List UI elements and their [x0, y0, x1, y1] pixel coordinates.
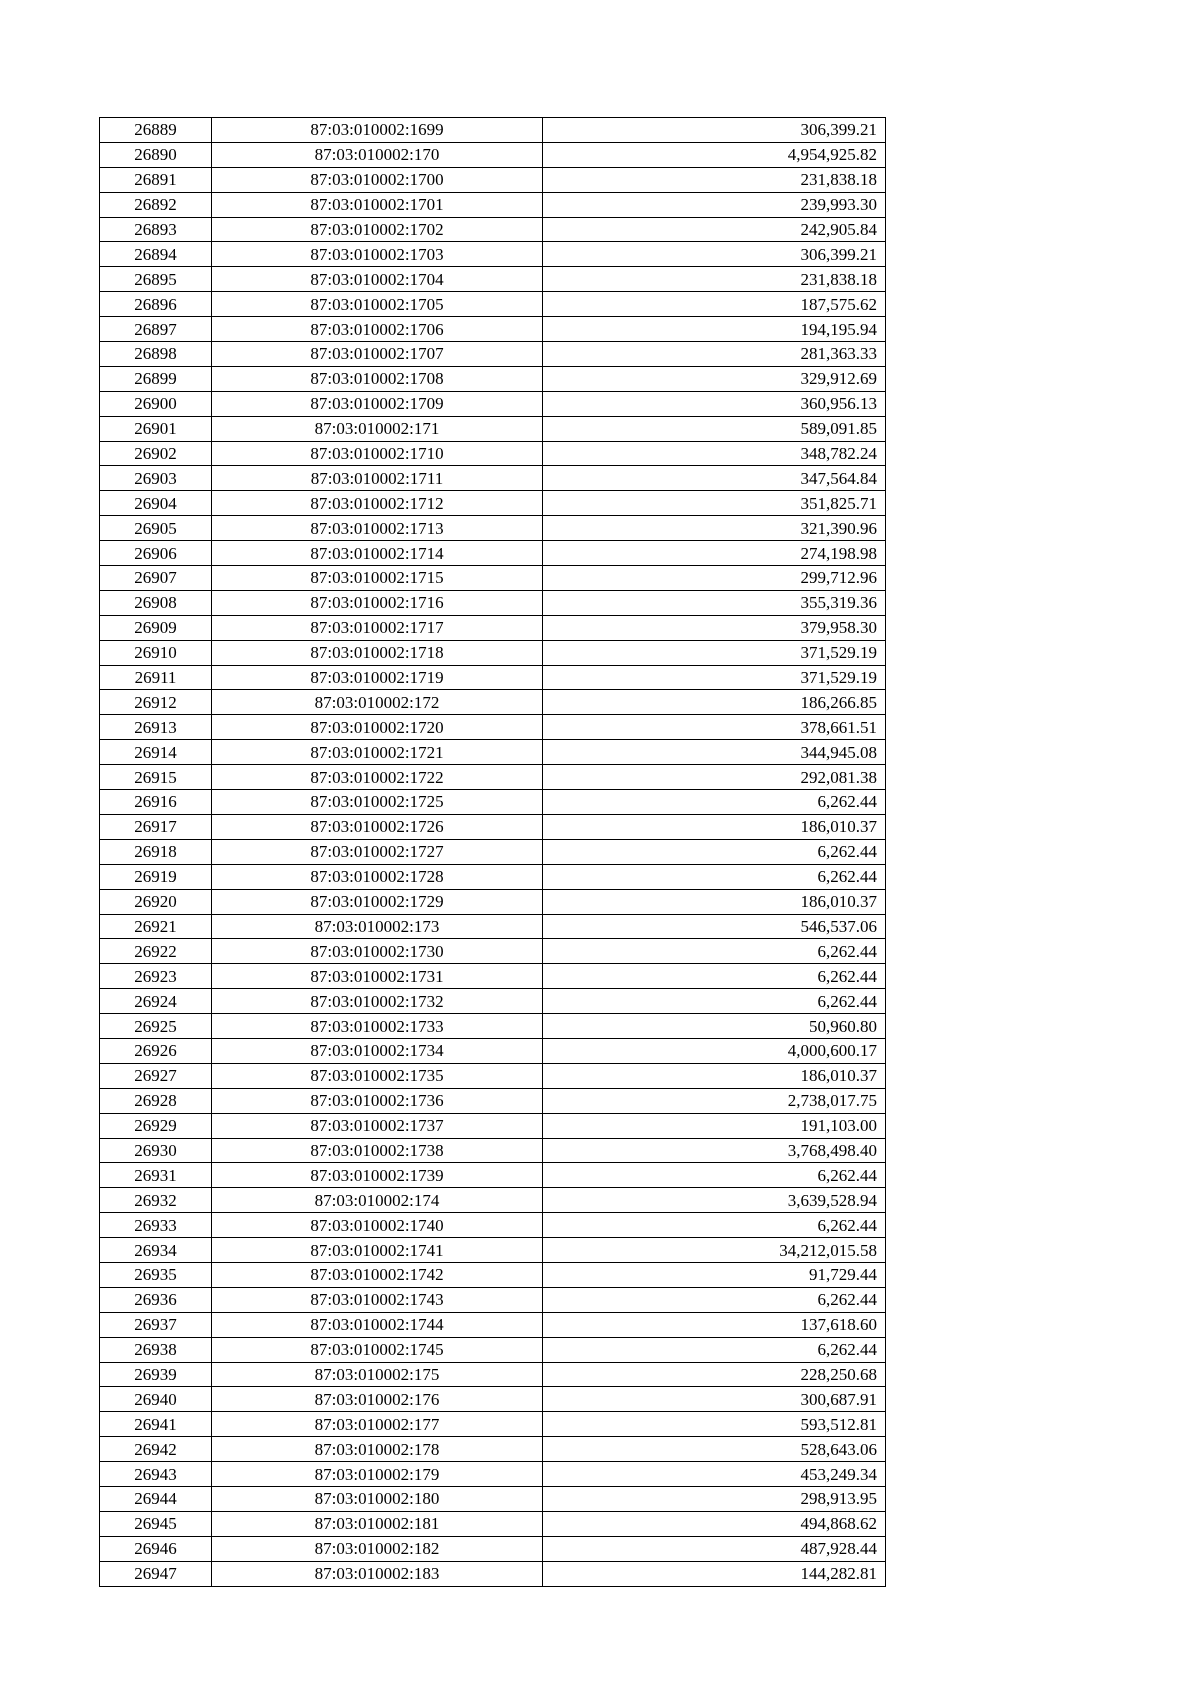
cadastral-number-cell: 87:03:010002:171: [212, 416, 543, 441]
cadastral-value-cell: 344,945.08: [543, 740, 886, 765]
table-row: [100, 491, 886, 516]
table-row: [100, 142, 886, 167]
table-row: [100, 1238, 886, 1263]
table-row: [100, 1536, 886, 1561]
cadastral-number-cell: 87:03:010002:1714: [212, 541, 543, 566]
row-number-cell: 26909: [100, 615, 212, 640]
cadastral-number-cell: 87:03:010002:1739: [212, 1163, 543, 1188]
cadastral-number-cell: 87:03:010002:1708: [212, 366, 543, 391]
cadastral-number-cell: 87:03:010002:1733: [212, 1014, 543, 1039]
table-row: [100, 292, 886, 317]
row-number-cell: 26911: [100, 665, 212, 690]
cadastral-number-cell: 87:03:010002:181: [212, 1511, 543, 1536]
row-number-cell: 26945: [100, 1511, 212, 1536]
table-row: [100, 441, 886, 466]
cadastral-value-cell: 186,010.37: [543, 814, 886, 839]
row-number-cell: 26944: [100, 1486, 212, 1511]
table-row: [100, 566, 886, 591]
table-row: [100, 1511, 886, 1536]
cadastral-value-cell: 187,575.62: [543, 292, 886, 317]
cadastral-value-cell: 300,687.91: [543, 1387, 886, 1412]
row-number-cell: 26938: [100, 1337, 212, 1362]
cadastral-number-cell: 87:03:010002:176: [212, 1387, 543, 1412]
table-row: [100, 1486, 886, 1511]
cadastral-number-cell: 87:03:010002:1744: [212, 1312, 543, 1337]
table-row: [100, 964, 886, 989]
table-row: [100, 615, 886, 640]
row-number-cell: 26941: [100, 1412, 212, 1437]
cadastral-value-cell: 371,529.19: [543, 640, 886, 665]
cadastral-value-cell: 186,010.37: [543, 889, 886, 914]
cadastral-value-cell: 321,390.96: [543, 516, 886, 541]
cadastral-value-cell: 2,738,017.75: [543, 1088, 886, 1113]
row-number-cell: 26890: [100, 142, 212, 167]
table-row: [100, 640, 886, 665]
table-row: [100, 342, 886, 367]
cadastral-value-table: [99, 117, 886, 1587]
table-row: [100, 715, 886, 740]
row-number-cell: 26914: [100, 740, 212, 765]
cadastral-number-cell: 87:03:010002:1732: [212, 989, 543, 1014]
cadastral-number-cell: 87:03:010002:174: [212, 1188, 543, 1213]
cadastral-number-cell: 87:03:010002:1731: [212, 964, 543, 989]
row-number-cell: 26912: [100, 690, 212, 715]
row-number-cell: 26891: [100, 167, 212, 192]
row-number-cell: 26915: [100, 765, 212, 790]
table-body: [100, 118, 886, 1587]
cadastral-value-cell: 298,913.95: [543, 1486, 886, 1511]
cadastral-number-cell: 87:03:010002:170: [212, 142, 543, 167]
table-row: [100, 1113, 886, 1138]
cadastral-number-cell: 87:03:010002:1741: [212, 1238, 543, 1263]
row-number-cell: 26894: [100, 242, 212, 267]
row-number-cell: 26905: [100, 516, 212, 541]
cadastral-number-cell: 87:03:010002:1720: [212, 715, 543, 740]
table-row: [100, 1213, 886, 1238]
row-number-cell: 26897: [100, 317, 212, 342]
cadastral-number-cell: 87:03:010002:1710: [212, 441, 543, 466]
table-row: [100, 1088, 886, 1113]
table-row: [100, 1337, 886, 1362]
row-number-cell: 26923: [100, 964, 212, 989]
row-number-cell: 26947: [100, 1561, 212, 1586]
row-number-cell: 26935: [100, 1262, 212, 1287]
cadastral-number-cell: 87:03:010002:1738: [212, 1138, 543, 1163]
cadastral-value-cell: 453,249.34: [543, 1462, 886, 1487]
table-row: [100, 1312, 886, 1337]
cadastral-value-cell: 347,564.84: [543, 466, 886, 491]
cadastral-number-cell: 87:03:010002:1702: [212, 217, 543, 242]
cadastral-number-cell: 87:03:010002:1725: [212, 790, 543, 815]
cadastral-number-cell: 87:03:010002:1709: [212, 391, 543, 416]
row-number-cell: 26896: [100, 292, 212, 317]
cadastral-number-cell: 87:03:010002:1700: [212, 167, 543, 192]
table-row: [100, 765, 886, 790]
cadastral-value-cell: 378,661.51: [543, 715, 886, 740]
row-number-cell: 26925: [100, 1014, 212, 1039]
cadastral-value-cell: 379,958.30: [543, 615, 886, 640]
table-row: [100, 1362, 886, 1387]
cadastral-value-cell: 355,319.36: [543, 590, 886, 615]
cadastral-number-cell: 87:03:010002:175: [212, 1362, 543, 1387]
table-row: [100, 416, 886, 441]
row-number-cell: 26929: [100, 1113, 212, 1138]
cadastral-number-cell: 87:03:010002:177: [212, 1412, 543, 1437]
table-row: [100, 1063, 886, 1088]
row-number-cell: 26946: [100, 1536, 212, 1561]
cadastral-number-cell: 87:03:010002:1743: [212, 1287, 543, 1312]
table-row: [100, 1262, 886, 1287]
cadastral-number-cell: 87:03:010002:1737: [212, 1113, 543, 1138]
cadastral-value-cell: 546,537.06: [543, 914, 886, 939]
cadastral-number-cell: 87:03:010002:182: [212, 1536, 543, 1561]
cadastral-number-cell: 87:03:010002:178: [212, 1437, 543, 1462]
table-row: [100, 217, 886, 242]
cadastral-number-cell: 87:03:010002:1745: [212, 1337, 543, 1362]
table-row: [100, 242, 886, 267]
table-row: [100, 914, 886, 939]
cadastral-number-cell: 87:03:010002:1722: [212, 765, 543, 790]
table-row: [100, 1437, 886, 1462]
row-number-cell: 26931: [100, 1163, 212, 1188]
cadastral-value-cell: 239,993.30: [543, 192, 886, 217]
cadastral-value-cell: 292,081.38: [543, 765, 886, 790]
cadastral-value-cell: 274,198.98: [543, 541, 886, 566]
cadastral-number-cell: 87:03:010002:172: [212, 690, 543, 715]
cadastral-number-cell: 87:03:010002:1712: [212, 491, 543, 516]
table-row: [100, 1014, 886, 1039]
table-row: [100, 267, 886, 292]
cadastral-value-cell: 144,282.81: [543, 1561, 886, 1586]
row-number-cell: 26892: [100, 192, 212, 217]
table-row: [100, 665, 886, 690]
cadastral-number-cell: 87:03:010002:1706: [212, 317, 543, 342]
table-row: [100, 167, 886, 192]
row-number-cell: 26942: [100, 1437, 212, 1462]
table-row: [100, 541, 886, 566]
cadastral-value-cell: 4,000,600.17: [543, 1038, 886, 1063]
cadastral-value-cell: 6,262.44: [543, 839, 886, 864]
row-number-cell: 26906: [100, 541, 212, 566]
cadastral-number-cell: 87:03:010002:1728: [212, 864, 543, 889]
cadastral-value-cell: 137,618.60: [543, 1312, 886, 1337]
row-number-cell: 26930: [100, 1138, 212, 1163]
cadastral-number-cell: 87:03:010002:183: [212, 1561, 543, 1586]
row-number-cell: 26934: [100, 1238, 212, 1263]
row-number-cell: 26928: [100, 1088, 212, 1113]
cadastral-number-cell: 87:03:010002:1716: [212, 590, 543, 615]
table-row: [100, 1163, 886, 1188]
cadastral-number-cell: 87:03:010002:179: [212, 1462, 543, 1487]
cadastral-value-cell: 329,912.69: [543, 366, 886, 391]
table-row: [100, 1138, 886, 1163]
table-row: [100, 118, 886, 143]
cadastral-value-cell: 191,103.00: [543, 1113, 886, 1138]
table-row: [100, 366, 886, 391]
cadastral-number-cell: 87:03:010002:1717: [212, 615, 543, 640]
cadastral-value-cell: 4,954,925.82: [543, 142, 886, 167]
row-number-cell: 26889: [100, 118, 212, 143]
row-number-cell: 26924: [100, 989, 212, 1014]
cadastral-number-cell: 87:03:010002:1713: [212, 516, 543, 541]
cadastral-value-cell: 228,250.68: [543, 1362, 886, 1387]
row-number-cell: 26922: [100, 939, 212, 964]
table-row: [100, 1038, 886, 1063]
table-row: [100, 317, 886, 342]
cadastral-value-cell: 351,825.71: [543, 491, 886, 516]
row-number-cell: 26932: [100, 1188, 212, 1213]
cadastral-value-cell: 91,729.44: [543, 1262, 886, 1287]
table-row: [100, 989, 886, 1014]
cadastral-value-cell: 360,956.13: [543, 391, 886, 416]
table-row: [100, 1412, 886, 1437]
row-number-cell: 26916: [100, 790, 212, 815]
cadastral-value-cell: 3,768,498.40: [543, 1138, 886, 1163]
table-row: [100, 790, 886, 815]
cadastral-value-cell: 3,639,528.94: [543, 1188, 886, 1213]
table-row: [100, 1561, 886, 1586]
cadastral-value-cell: 299,712.96: [543, 566, 886, 591]
cadastral-value-cell: 6,262.44: [543, 1337, 886, 1362]
cadastral-number-cell: 87:03:010002:1707: [212, 342, 543, 367]
cadastral-number-cell: 87:03:010002:1721: [212, 740, 543, 765]
cadastral-number-cell: 87:03:010002:1701: [212, 192, 543, 217]
document-page: [99, 117, 876, 1587]
cadastral-value-cell: 306,399.21: [543, 118, 886, 143]
row-number-cell: 26903: [100, 466, 212, 491]
table-row: [100, 1188, 886, 1213]
row-number-cell: 26902: [100, 441, 212, 466]
row-number-cell: 26920: [100, 889, 212, 914]
cadastral-number-cell: 87:03:010002:1727: [212, 839, 543, 864]
cadastral-number-cell: 87:03:010002:1699: [212, 118, 543, 143]
row-number-cell: 26917: [100, 814, 212, 839]
cadastral-number-cell: 87:03:010002:1704: [212, 267, 543, 292]
row-number-cell: 26893: [100, 217, 212, 242]
cadastral-value-cell: 194,195.94: [543, 317, 886, 342]
row-number-cell: 26933: [100, 1213, 212, 1238]
table-row: [100, 391, 886, 416]
row-number-cell: 26898: [100, 342, 212, 367]
table-row: [100, 516, 886, 541]
cadastral-number-cell: 87:03:010002:1718: [212, 640, 543, 665]
cadastral-number-cell: 87:03:010002:1740: [212, 1213, 543, 1238]
cadastral-number-cell: 87:03:010002:1719: [212, 665, 543, 690]
cadastral-value-cell: 6,262.44: [543, 964, 886, 989]
cadastral-value-cell: 6,262.44: [543, 1163, 886, 1188]
cadastral-value-cell: 348,782.24: [543, 441, 886, 466]
table-row: [100, 690, 886, 715]
cadastral-number-cell: 87:03:010002:1729: [212, 889, 543, 914]
row-number-cell: 26940: [100, 1387, 212, 1412]
table-row: [100, 1387, 886, 1412]
cadastral-number-cell: 87:03:010002:1711: [212, 466, 543, 491]
cadastral-number-cell: 87:03:010002:1726: [212, 814, 543, 839]
cadastral-value-cell: 6,262.44: [543, 1287, 886, 1312]
cadastral-number-cell: 87:03:010002:1705: [212, 292, 543, 317]
cadastral-value-cell: 281,363.33: [543, 342, 886, 367]
table-row: [100, 590, 886, 615]
cadastral-value-cell: 494,868.62: [543, 1511, 886, 1536]
cadastral-number-cell: 87:03:010002:180: [212, 1486, 543, 1511]
row-number-cell: 26936: [100, 1287, 212, 1312]
table-row: [100, 466, 886, 491]
row-number-cell: 26904: [100, 491, 212, 516]
table-row: [100, 1462, 886, 1487]
cadastral-number-cell: 87:03:010002:1730: [212, 939, 543, 964]
cadastral-value-cell: 231,838.18: [543, 167, 886, 192]
row-number-cell: 26919: [100, 864, 212, 889]
row-number-cell: 26899: [100, 366, 212, 391]
table-row: [100, 814, 886, 839]
cadastral-value-cell: 6,262.44: [543, 790, 886, 815]
cadastral-value-cell: 6,262.44: [543, 864, 886, 889]
row-number-cell: 26910: [100, 640, 212, 665]
row-number-cell: 26901: [100, 416, 212, 441]
cadastral-value-cell: 487,928.44: [543, 1536, 886, 1561]
cadastral-value-cell: 589,091.85: [543, 416, 886, 441]
cadastral-number-cell: 87:03:010002:173: [212, 914, 543, 939]
cadastral-value-cell: 186,010.37: [543, 1063, 886, 1088]
cadastral-value-cell: 306,399.21: [543, 242, 886, 267]
table-row: [100, 939, 886, 964]
table-row: [100, 864, 886, 889]
row-number-cell: 26900: [100, 391, 212, 416]
row-number-cell: 26895: [100, 267, 212, 292]
table-row: [100, 889, 886, 914]
cadastral-value-cell: 6,262.44: [543, 989, 886, 1014]
cadastral-value-cell: 6,262.44: [543, 939, 886, 964]
table-row: [100, 839, 886, 864]
cadastral-number-cell: 87:03:010002:1715: [212, 566, 543, 591]
row-number-cell: 26937: [100, 1312, 212, 1337]
row-number-cell: 26921: [100, 914, 212, 939]
cadastral-number-cell: 87:03:010002:1736: [212, 1088, 543, 1113]
cadastral-value-cell: 186,266.85: [543, 690, 886, 715]
table-row: [100, 740, 886, 765]
cadastral-number-cell: 87:03:010002:1735: [212, 1063, 543, 1088]
cadastral-value-cell: 528,643.06: [543, 1437, 886, 1462]
row-number-cell: 26913: [100, 715, 212, 740]
cadastral-value-cell: 371,529.19: [543, 665, 886, 690]
row-number-cell: 26927: [100, 1063, 212, 1088]
row-number-cell: 26926: [100, 1038, 212, 1063]
row-number-cell: 26939: [100, 1362, 212, 1387]
row-number-cell: 26943: [100, 1462, 212, 1487]
cadastral-number-cell: 87:03:010002:1742: [212, 1262, 543, 1287]
cadastral-value-cell: 34,212,015.58: [543, 1238, 886, 1263]
row-number-cell: 26918: [100, 839, 212, 864]
cadastral-value-cell: 50,960.80: [543, 1014, 886, 1039]
cadastral-value-cell: 6,262.44: [543, 1213, 886, 1238]
cadastral-value-cell: 231,838.18: [543, 267, 886, 292]
row-number-cell: 26908: [100, 590, 212, 615]
row-number-cell: 26907: [100, 566, 212, 591]
cadastral-number-cell: 87:03:010002:1703: [212, 242, 543, 267]
cadastral-value-cell: 593,512.81: [543, 1412, 886, 1437]
table-row: [100, 1287, 886, 1312]
table-row: [100, 192, 886, 217]
cadastral-value-cell: 242,905.84: [543, 217, 886, 242]
cadastral-number-cell: 87:03:010002:1734: [212, 1038, 543, 1063]
